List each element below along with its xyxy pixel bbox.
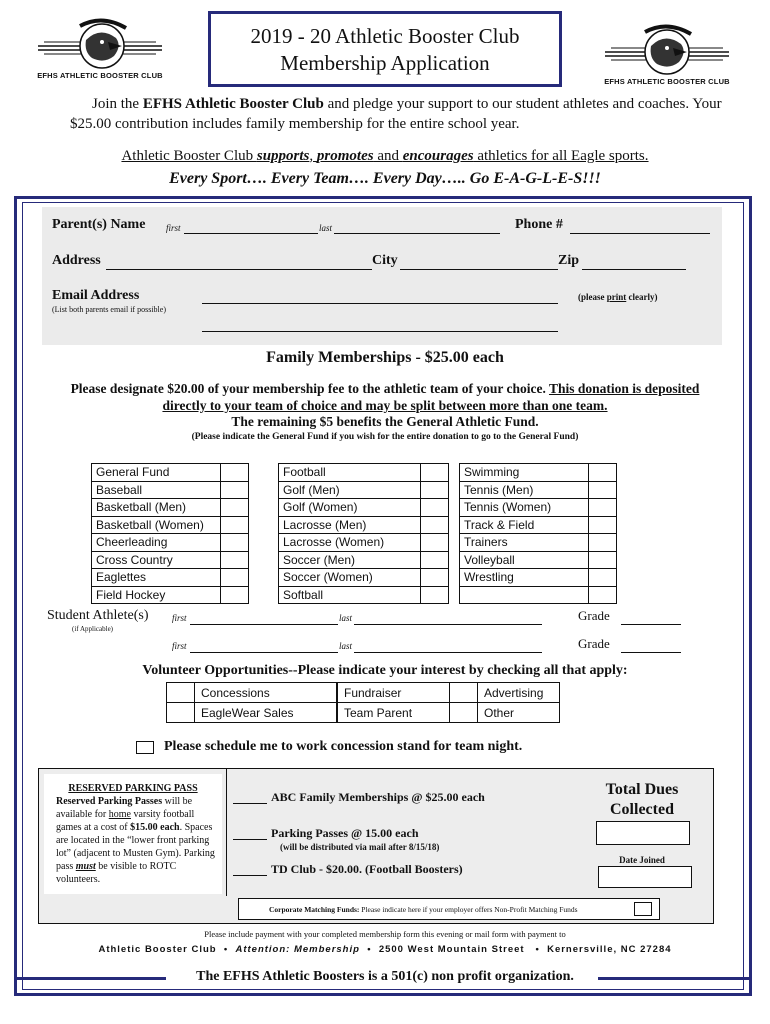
address-part: Athletic Booster Club (98, 944, 217, 955)
parents-name-label: Parent(s) Name (52, 217, 146, 232)
eagle-logo-icon (597, 22, 737, 78)
tagline-part: athletics for all Eagle sports. (473, 148, 649, 164)
volunteer-table (166, 682, 560, 723)
sport-checkbox[interactable] (589, 586, 617, 604)
address-part: Kernersville, NC 27284 (547, 944, 672, 955)
intro-prefix: Join the (92, 96, 143, 112)
sport-checkbox[interactable] (221, 551, 249, 569)
divider (226, 768, 227, 896)
volunteer-option: Team Parent (338, 703, 450, 723)
email-field-1[interactable] (202, 290, 558, 304)
student-first-field-1[interactable] (190, 611, 338, 625)
total-dues-field[interactable] (596, 821, 690, 845)
sport-checkbox[interactable] (421, 551, 449, 569)
parent-first-name-field[interactable] (184, 220, 318, 234)
logo-caption: EFHS ATHLETIC BOOSTER CLUB (37, 71, 163, 80)
tagline-supports: supports (256, 148, 310, 164)
sports-table-3 (459, 463, 617, 604)
nonprofit-statement: The EFHS Athletic Boosters is a 501(c) non profit organization. (196, 969, 574, 984)
tagline (0, 148, 770, 165)
sport-name: Basketball (Women) (92, 516, 221, 534)
total-dues-line: Total Dues (605, 781, 679, 798)
sport-name: Basketball (Men) (92, 499, 221, 517)
address-label: Address (52, 253, 101, 268)
sport-checkbox[interactable] (221, 569, 249, 587)
volunteer-option: Concessions (195, 683, 337, 703)
student-last-hint: last (339, 641, 353, 651)
sport-checkbox[interactable] (221, 481, 249, 499)
parking-text: will be available for (56, 796, 193, 820)
td-club-label: TD Club - $20.00. (Football Boosters) (271, 862, 463, 876)
grade-field-1[interactable] (621, 611, 681, 625)
sport-name: Golf (Women) (279, 499, 421, 517)
sport-name: Swimming (460, 464, 589, 482)
print-note-emph: print (606, 292, 627, 302)
sport-name: Field Hockey (92, 586, 221, 604)
phone-field[interactable] (570, 220, 710, 234)
sport-checkbox[interactable] (589, 481, 617, 499)
volunteer-option: EagleWear Sales (195, 703, 337, 723)
sport-checkbox[interactable] (221, 586, 249, 604)
club-name: EFHS Athletic Booster Club (142, 96, 324, 112)
designate-part: Please designate $20.00 of your membership fee to the athletic team of your choice. (70, 381, 549, 396)
parking-text: home (108, 809, 131, 820)
sport-checkbox[interactable] (421, 569, 449, 587)
total-dues-line: Collected (610, 801, 674, 818)
sport-checkbox[interactable] (221, 499, 249, 517)
sport-name: Cross Country (92, 551, 221, 569)
logo-caption: EFHS ATHLETIC BOOSTER CLUB (604, 77, 730, 86)
grade-label: Grade (578, 608, 610, 623)
sport-checkbox[interactable] (221, 516, 249, 534)
include-payment-text: Please include payment with your completed membership form this evening or mail form with payment to (204, 929, 566, 939)
designate-underlined: This donation is deposited directly to your team of choice and may be split between more than one team. (162, 381, 700, 413)
parking-text: must (75, 861, 96, 872)
city-field[interactable] (400, 256, 558, 270)
sport-name: Lacrosse (Women) (279, 534, 421, 552)
sport-checkbox[interactable] (589, 551, 617, 569)
address-field[interactable] (106, 256, 372, 270)
sport-name: Soccer (Women) (279, 569, 421, 587)
concession-stand-label: Please schedule me to work concession stand for team night. (164, 739, 523, 754)
sports-table-2 (278, 463, 449, 604)
eagle-logo-icon (30, 16, 170, 72)
sport-name: Eaglettes (92, 569, 221, 587)
page-subtitle: Membership Application (280, 51, 490, 75)
parking-passes-label: Parking Passes @ 15.00 each (271, 826, 419, 840)
concession-stand-row (136, 739, 522, 755)
print-note (578, 292, 658, 302)
student-first-hint: first (172, 641, 187, 651)
student-first-hint: first (172, 613, 187, 623)
print-note-part: clearly) (626, 292, 658, 302)
volunteer-checkbox[interactable] (450, 683, 478, 703)
parking-passes-row (233, 826, 419, 841)
zip-label: Zip (558, 253, 580, 268)
intro-suffix: and pledge your support to our student athletes and coaches. Your $25.00 contribution includes family membership for the entire school year. (70, 96, 722, 132)
sport-checkbox[interactable] (421, 534, 449, 552)
sport-checkbox[interactable] (589, 516, 617, 534)
sport-checkbox[interactable] (421, 464, 449, 482)
concession-stand-checkbox[interactable] (136, 741, 154, 754)
logo-left (30, 16, 170, 80)
parking-cost: $15.00 each (130, 822, 180, 833)
sport-name: Soccer (Men) (279, 551, 421, 569)
td-count-field[interactable] (233, 862, 267, 876)
grade-field-2[interactable] (621, 639, 681, 653)
sport-name (460, 586, 589, 604)
tagline-slogan: Every Sport…. Every Team…. Every Day….. Go E-A-G-L-E-S!!! (169, 170, 601, 187)
volunteer-checkbox[interactable] (167, 703, 195, 723)
sport-name: Tennis (Men) (460, 481, 589, 499)
corporate-text: Please indicate here if your employer offers Non-Profit Matching Funds (359, 905, 578, 914)
sport-checkbox[interactable] (589, 569, 617, 587)
mailing-address: Athletic Booster Club • Attention: Membership • 2500 West Mountain Street • Kernersville, NC 27284 (98, 944, 672, 955)
abc-count-field[interactable] (233, 790, 267, 804)
date-joined-field[interactable] (598, 866, 692, 888)
city-label: City (372, 253, 398, 268)
first-hint: first (166, 223, 181, 233)
sport-checkbox[interactable] (421, 499, 449, 517)
last-hint: last (319, 223, 333, 233)
volunteer-title: Volunteer Opportunities--Please indicate your interest by checking all that apply: (142, 663, 628, 678)
parking-text: Reserved Parking Passes (56, 796, 163, 807)
sport-name: Football (279, 464, 421, 482)
sport-name: Track & Field (460, 516, 589, 534)
sport-name: Wrestling (460, 569, 589, 587)
email-note: (List both parents email if possible) (52, 305, 166, 314)
abc-membership-row (233, 790, 485, 805)
volunteer-option: Advertising (478, 683, 560, 703)
parking-pass-title: RESERVED PARKING PASS (68, 783, 198, 794)
sport-checkbox[interactable] (421, 481, 449, 499)
sport-name: Golf (Men) (279, 481, 421, 499)
parking-text: be visible to ROTC volunteers. (56, 861, 177, 885)
abc-membership-label: ABC Family Memberships @ $25.00 each (271, 790, 485, 804)
sport-checkbox[interactable] (589, 499, 617, 517)
student-note: (if Applicable) (72, 625, 114, 633)
sport-name: Volleyball (460, 551, 589, 569)
sport-name: Tennis (Women) (460, 499, 589, 517)
tagline-part: , (309, 148, 317, 164)
tagline-part: and (373, 148, 403, 164)
volunteer-checkbox[interactable] (167, 683, 195, 703)
td-club-row (233, 862, 463, 877)
grade-label: Grade (578, 636, 610, 651)
email-field-2[interactable] (202, 318, 558, 332)
corporate-label: Corporate Matching Funds: (269, 905, 360, 914)
parking-text: varsity football games at a cost of (56, 809, 195, 833)
volunteer-option: Other (478, 703, 560, 723)
student-last-field-2[interactable] (354, 639, 542, 653)
sport-checkbox[interactable] (421, 586, 449, 604)
sport-name: Baseball (92, 481, 221, 499)
family-membership-title: Family Memberships - $25.00 each (266, 349, 504, 366)
sport-name: General Fund (92, 464, 221, 482)
address-part: Attention: Membership (235, 944, 360, 955)
sport-name: Trainers (460, 534, 589, 552)
sport-name: Lacrosse (Men) (279, 516, 421, 534)
sport-checkbox[interactable] (221, 534, 249, 552)
sport-checkbox[interactable] (589, 464, 617, 482)
sports-table-1 (91, 463, 249, 604)
general-fund-note: (Please indicate the General Fund if you wish for the entire donation to go to the General Fund) (191, 432, 579, 442)
volunteer-checkbox[interactable] (450, 703, 478, 723)
volunteer-option: Fundraiser (338, 683, 450, 703)
sport-checkbox[interactable] (421, 516, 449, 534)
logo-right (597, 22, 737, 86)
remaining-benefit-text: The remaining $5 benefits the General Athletic Fund. (231, 414, 539, 429)
date-joined-label: Date Joined (619, 855, 665, 865)
student-first-field-2[interactable] (190, 639, 338, 653)
parking-text: . Spaces are located in the “lower front parking lot” (adjacent to Musten Gym). Parking pass (56, 822, 215, 872)
page-title: 2019 - 20 Athletic Booster Club (250, 24, 520, 48)
tagline-promotes: promotes (316, 148, 374, 164)
email-label: Email Address (52, 288, 140, 303)
zip-field[interactable] (582, 256, 686, 270)
corporate-matching-checkbox[interactable] (634, 902, 652, 916)
parking-count-field[interactable] (233, 826, 267, 840)
tagline-part: Athletic Booster Club (121, 148, 257, 164)
tagline-encourages: encourages (402, 148, 474, 164)
corporate-matching-row (238, 898, 660, 920)
parent-last-name-field[interactable] (334, 220, 500, 234)
sport-checkbox[interactable] (221, 464, 249, 482)
phone-label: Phone # (515, 217, 563, 232)
sport-checkbox[interactable] (589, 534, 617, 552)
parking-passes-note: (will be distributed via mail after 8/15/18) (280, 842, 440, 852)
total-dues-title (580, 780, 704, 820)
address-part: 2500 West Mountain Street (378, 944, 525, 955)
sport-name: Cheerleading (92, 534, 221, 552)
sport-name: Softball (279, 586, 421, 604)
parking-pass-text (44, 774, 222, 886)
print-note-part: (please (578, 292, 607, 302)
intro-paragraph (70, 94, 735, 134)
title-box (208, 11, 562, 87)
parking-pass-box (44, 774, 222, 894)
student-athlete-label: Student Athlete(s) (47, 608, 149, 623)
student-last-field-1[interactable] (354, 611, 542, 625)
designate-text (60, 380, 710, 414)
student-last-hint: last (339, 613, 353, 623)
